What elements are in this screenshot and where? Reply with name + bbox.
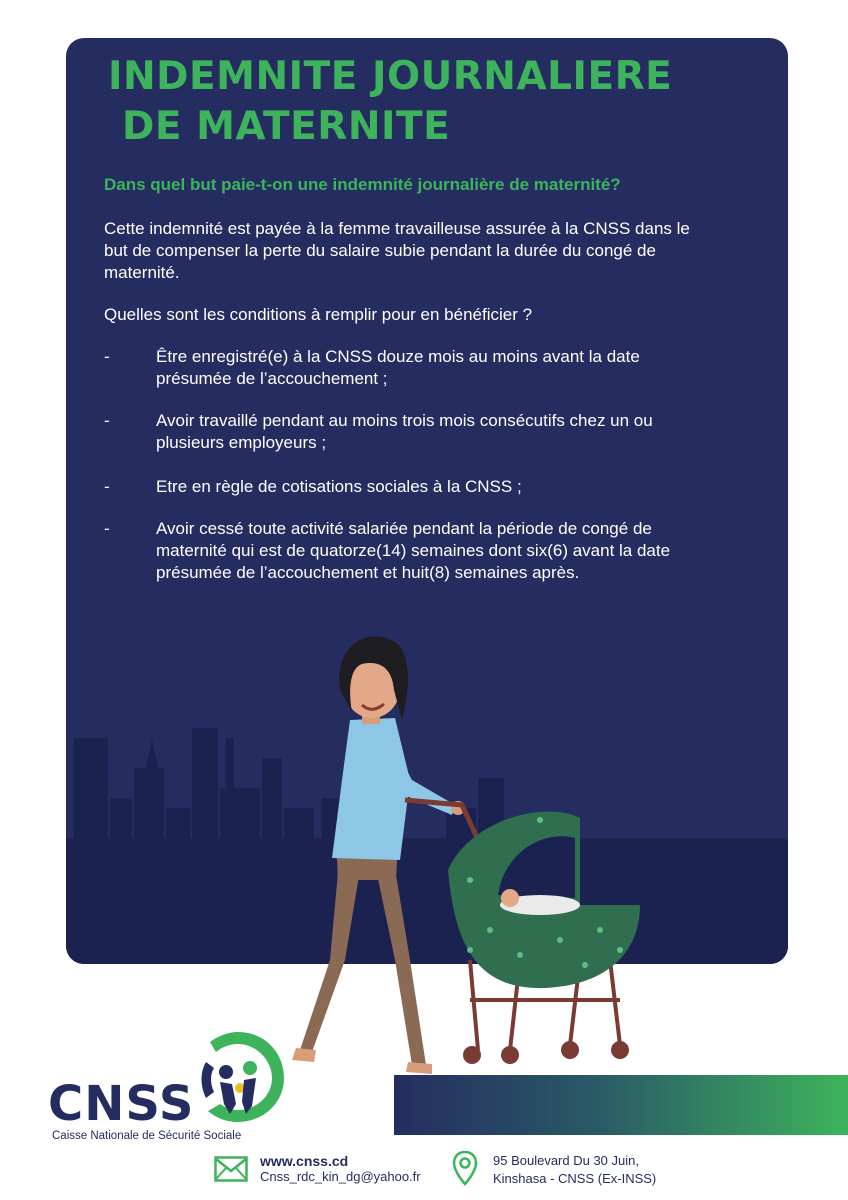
condition-text: Avoir cessé toute activité salariée pendant la période de congé de maternité qui est de quatorze(14) semaines dont six(6) avant la date présumée de l’accouchement et huit(8) semaines après. [156, 519, 671, 582]
bullet-dash: - [104, 477, 110, 496]
website-link[interactable]: www.cnss.cd [260, 1153, 349, 1169]
address [493, 1152, 656, 1188]
condition-text: Avoir travaillé pendant au moins trois mois consécutifs chez un ou plusieurs employeurs ; [156, 411, 653, 452]
envelope-icon [214, 1156, 248, 1182]
address-line-2: Kinshasa - CNSS (Ex-INSS) [493, 1171, 657, 1186]
question-heading: Dans quel but paie-t-on une indemnité journalière de maternité? [104, 175, 621, 194]
condition-text: Etre en règle de cotisations sociales à la CNSS ; [156, 477, 522, 496]
intro-paragraph: Cette indemnité est payée à la femme travailleuse assurée à la CNSS dans le but de compenser la perte du salaire subie pendant la durée du congé de maternité. [104, 219, 690, 282]
email-link[interactable]: Cnss_rdc_kin_dg@yahoo.fr [260, 1169, 421, 1184]
location-pin-icon [452, 1150, 478, 1188]
title-line-1: INDEMNITE JOURNALIERE [108, 54, 673, 99]
title-line-2: DE MATERNITE [122, 104, 451, 149]
conditions-question: Quelles sont les conditions à remplir pour en bénéficier ? [104, 305, 533, 324]
cnss-full-name: Caisse Nationale de Sécurité Sociale [52, 1130, 242, 1142]
bullet-dash: - [104, 519, 110, 538]
cnss-emblem-logo [186, 1026, 290, 1126]
condition-text: Être enregistré(e) à la CNSS douze mois au moins avant la date présumée de l’accouchement ; [156, 347, 640, 388]
address-line-1: 95 Boulevard Du 30 Juin, [493, 1153, 639, 1168]
bullet-dash: - [104, 411, 110, 430]
cnss-logo-text: CNSS [48, 1076, 195, 1132]
bullet-dash: - [104, 347, 110, 366]
footer-gradient-bar [394, 1075, 848, 1135]
